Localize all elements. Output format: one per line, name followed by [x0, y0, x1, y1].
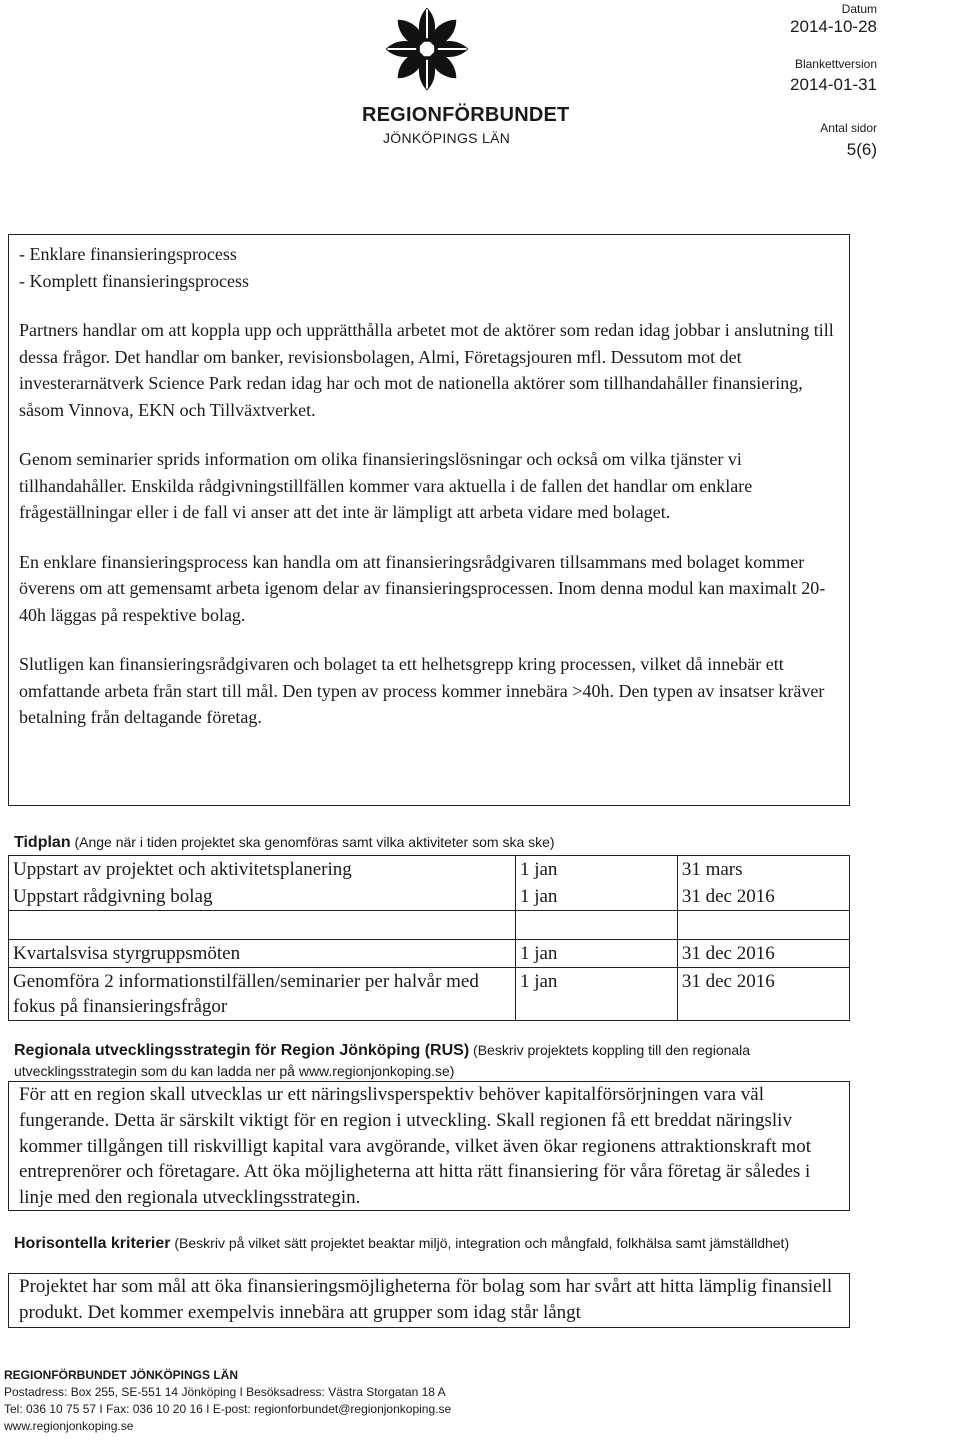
rus-heading — [14, 1040, 814, 1081]
start-cell: 1 jan — [515, 883, 677, 911]
footer-website-link[interactable]: www.regionjonkoping.se — [4, 1419, 134, 1433]
regionforbundet-logo-icon — [382, 4, 472, 94]
horisontella-box — [8, 1273, 850, 1328]
empty-cell — [9, 911, 516, 940]
footer-title: REGIONFÖRBUNDET JÖNKÖPINGS LÄN — [4, 1368, 239, 1382]
org-subtitle: JÖNKÖPINGS LÄN — [383, 130, 511, 146]
version-label: Blankettversion — [794, 57, 877, 71]
start-cell: 1 jan — [515, 968, 677, 1021]
tidplan-hint: (Ange när i tiden projektet ska genomföras samt vilka aktiviteter som ska ske) — [74, 834, 555, 850]
horisontella-heading — [14, 1233, 834, 1254]
paragraph-seminarier: Genom seminarier sprids information om olika finansieringslösningar och också om vilka tjänster vi tillhandahåller. Enskilda rådgivningstillfällen kommer vara aktuella i de fallen det handlar om enklare frågeställningar eller i de fall vi anser att det inte är lämpligt att arbeta vidare med bolaget. — [19, 449, 753, 522]
org-name: REGIONFÖRBUNDET — [362, 104, 570, 126]
end-cell: 31 dec 2016 — [677, 883, 849, 911]
rus-box — [8, 1081, 850, 1211]
rus-text: För att en region skall utvecklas ur ett näringslivsperspektiv behöver kapitalförsörjningen vara väl fungerande. Detta är särskilt viktigt för en region i utveckling. Skall regionen få ett breddat näringsliv kommer tillgången till riskvilligt kapital vara avgörande, vilket även ökar regionens attraktionskraft mot entreprenörer och företagare. Att öka möjligheterna att hitta rätt finansiering för våra företag är således i linje med den regionala utvecklingsstrategin. — [19, 1084, 811, 1209]
horisontella-text: Projektet har som mål att öka finansieringsmöjligheterna för bolag som har svårt att hitta lämplig finansiell produkt. Det kommer exempelvis innebära att grupper som idag står långt — [19, 1276, 833, 1323]
table-row — [9, 940, 850, 968]
version-value: 2014-01-31 — [790, 75, 877, 94]
horisontella-title: Horisontella kriterier — [14, 1235, 171, 1252]
footer-contact: Tel: 036 10 75 57 I Fax: 036 10 20 16 I E-post: regionforbundet@regionjonkoping.se — [4, 1402, 452, 1416]
activity-cell: Uppstart rådgivning bolag — [9, 883, 516, 911]
paragraph-partners: Partners handlar om att koppla upp och upprätthålla arbetet mot de aktörer som redan idag jobbar i anslutning till dessa frågor. Det handlar om banker, revisionsbolagen, Almi, Företagsjouren mfl. Dessutom mot det investerarnätverk Science Park redan idag har och mot de nationella aktörer som tillhandahåller finansiering, såsom Vinnova, EKN och Tillväxtverket. — [19, 320, 834, 420]
date-value: 2014-10-28 — [790, 17, 877, 36]
tidplan-title: Tidplan — [14, 834, 71, 851]
activity-cell: Genomföra 2 informationstilfällen/seminarier per halvår med fokus på finansieringsfrågor — [9, 968, 516, 1021]
pages-label: Antal sidor — [820, 121, 877, 135]
footer-address: Postadress: Box 255, SE-551 14 Jönköping I Besöksadress: Västra Storgatan 18 A — [4, 1385, 446, 1399]
table-row — [9, 968, 850, 1021]
pages-value: 5(6) — [846, 140, 877, 159]
activity-cell: Uppstart av projektet och aktivitetsplanering — [9, 856, 516, 884]
description-box — [8, 234, 850, 806]
horisontella-hint: (Beskriv på vilket sätt projektet beaktar miljö, integration och mångfald, folkhälsa samt jämställdhet) — [174, 1235, 790, 1251]
start-cell: 1 jan — [515, 856, 677, 884]
paragraph-slutligen: Slutligen kan finansieringsrådgivaren och bolaget ta ett helhetsgrepp kring processen, vilket då innebär ett omfattande arbeta från start till mål. Den typen av process kommer innebära >40h. Den typen av insatser kräver betalning från deltagande företag. — [19, 654, 825, 727]
start-cell: 1 jan — [515, 940, 677, 968]
footer — [4, 1367, 451, 1435]
end-cell: 31 dec 2016 — [677, 968, 849, 1021]
end-cell: 31 dec 2016 — [677, 940, 849, 968]
table-row — [9, 911, 850, 940]
tidplan-heading — [14, 832, 555, 853]
table-row — [9, 883, 850, 911]
table-row — [9, 856, 850, 884]
end-cell: 31 mars — [677, 856, 849, 884]
empty-cell — [515, 911, 677, 940]
empty-cell — [677, 911, 849, 940]
rus-title: Regionala utvecklingsstrategin för Region Jönköping (RUS) — [14, 1042, 470, 1059]
activity-cell: Kvartalsvisa styrgruppsmöten — [9, 940, 516, 968]
rus-hint: (Beskriv projektets koppling till den regionala utvecklingsstrategin som du kan ladda ner på www.regionjonkoping.se) — [14, 1042, 751, 1079]
tidplan-table — [8, 855, 850, 1021]
date-label: Datum — [841, 2, 877, 16]
bullet-enklare: - Enklare finansieringsprocess — [19, 244, 237, 264]
bullet-komplett: - Komplett finansieringsprocess — [19, 270, 249, 291]
paragraph-enklare-process: En enklare finansieringsprocess kan handla om att finansieringsrådgivaren tillsammans med bolaget kommer överens om att gemensamt arbeta igenom delar av finansieringsprocessen. Inom denna modul kan maximalt 20-40h läggas på respektive bolag. — [19, 551, 826, 625]
